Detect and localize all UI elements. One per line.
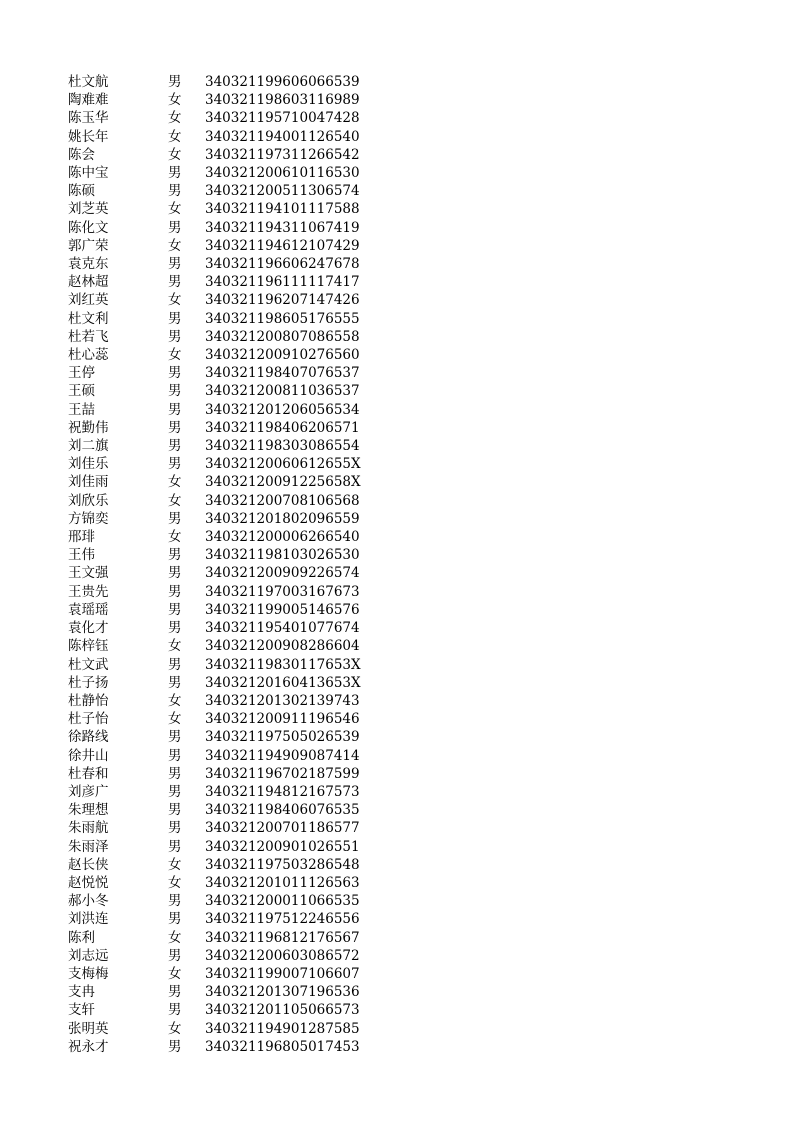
person-gender: 女	[168, 201, 182, 218]
person-id-number: 340321194909087414	[205, 747, 360, 764]
person-name: 姚长年	[68, 128, 109, 145]
person-gender: 男	[168, 765, 182, 782]
table-row	[68, 765, 365, 783]
person-id-number: 340321200011066535	[205, 893, 360, 910]
person-id-number: 340321196812176567	[205, 929, 360, 946]
person-gender: 男	[168, 947, 182, 964]
person-name: 刘志远	[68, 947, 109, 964]
table-row	[68, 382, 365, 400]
person-name: 袁化才	[68, 620, 109, 637]
person-name: 杜若飞	[68, 328, 109, 345]
person-gender: 男	[168, 747, 182, 764]
person-name: 王停	[68, 365, 95, 382]
table-row	[68, 146, 365, 164]
table-row	[68, 801, 365, 819]
person-name: 朱雨航	[68, 820, 109, 837]
person-gender: 女	[168, 128, 182, 145]
person-name: 杜文利	[68, 310, 109, 327]
table-row	[68, 473, 365, 491]
person-id-number: 340321197503286548	[205, 856, 360, 873]
person-name: 徐路线	[68, 729, 109, 746]
roster-table-body	[68, 73, 365, 1056]
table-row	[68, 1038, 365, 1056]
person-name: 陈中宝	[68, 165, 109, 182]
table-row	[68, 564, 365, 582]
person-name: 刘佳雨	[68, 474, 109, 491]
table-row	[68, 219, 365, 237]
table-row	[68, 128, 365, 146]
table-row	[68, 73, 365, 91]
person-name: 陈玉华	[68, 110, 109, 127]
person-id-number: 340321198605176555	[205, 310, 360, 327]
person-name: 陈会	[68, 146, 95, 163]
person-gender: 女	[168, 92, 182, 109]
person-gender: 男	[168, 365, 182, 382]
table-row	[68, 291, 365, 309]
table-row	[68, 910, 365, 928]
person-gender: 男	[168, 419, 182, 436]
person-name: 赵悦悦	[68, 874, 109, 891]
table-row	[68, 838, 365, 856]
person-id-number: 340321201307196536	[205, 984, 360, 1001]
person-gender: 女	[168, 874, 182, 891]
person-gender: 女	[168, 965, 182, 982]
person-name: 支梅梅	[68, 965, 109, 982]
table-row	[68, 874, 365, 892]
table-row	[68, 91, 365, 109]
table-row	[68, 364, 365, 382]
person-gender: 男	[168, 74, 182, 90]
table-row	[68, 1020, 365, 1038]
person-name: 朱雨泽	[68, 838, 109, 855]
person-id-number: 340321201802096559	[205, 510, 360, 527]
table-row	[68, 601, 365, 619]
table-row	[68, 892, 365, 910]
person-id-number: 340321200811036537	[205, 383, 360, 400]
person-name: 赵林超	[68, 274, 109, 291]
table-row	[68, 528, 365, 546]
table-row	[68, 109, 365, 127]
table-row	[68, 164, 365, 182]
person-gender: 女	[168, 492, 182, 509]
person-name: 支轩	[68, 1002, 95, 1019]
person-gender: 男	[168, 219, 182, 236]
person-gender: 男	[168, 328, 182, 345]
table-row	[68, 947, 365, 965]
person-name: 杜文武	[68, 656, 109, 673]
table-row	[68, 710, 365, 728]
person-id-number: 34032120060612655X	[205, 456, 361, 473]
person-id-number: 340321194101117588	[205, 201, 360, 218]
person-name: 赵长侠	[68, 856, 109, 873]
person-name: 刘洪连	[68, 911, 109, 928]
person-gender: 男	[168, 802, 182, 819]
person-gender: 男	[168, 583, 182, 600]
person-gender: 男	[168, 401, 182, 418]
person-name: 陶难难	[68, 92, 109, 109]
person-gender: 女	[168, 474, 182, 491]
table-row	[68, 310, 365, 328]
person-id-number: 340321197505026539	[205, 729, 360, 746]
person-name: 陈梓钰	[68, 638, 109, 655]
table-row	[68, 546, 365, 564]
person-id-number: 340321198406206571	[205, 419, 360, 436]
person-name: 方锦奕	[68, 510, 109, 527]
person-gender: 女	[168, 1020, 182, 1037]
person-name: 祝永才	[68, 1038, 109, 1055]
table-row	[68, 200, 365, 218]
table-row	[68, 747, 365, 765]
person-gender: 女	[168, 638, 182, 655]
person-id-number: 340321200908286604	[205, 638, 360, 655]
table-row	[68, 692, 365, 710]
person-id-number: 340321198407076537	[205, 365, 360, 382]
person-name: 刘欣乐	[68, 492, 109, 509]
person-id-number: 340321201105066573	[205, 1002, 360, 1019]
person-id-number: 340321200708106568	[205, 492, 360, 509]
person-id-number: 340321200807086558	[205, 328, 360, 345]
person-name: 郝小冬	[68, 893, 109, 910]
table-row	[68, 637, 365, 655]
person-gender: 女	[168, 692, 182, 709]
table-row	[68, 656, 365, 674]
table-row	[68, 328, 365, 346]
person-name: 郭广荣	[68, 237, 109, 254]
person-name: 杜文航	[68, 74, 109, 90]
person-name: 支冉	[68, 984, 95, 1001]
table-row	[68, 965, 365, 983]
person-gender: 男	[168, 620, 182, 637]
table-row	[68, 510, 365, 528]
person-name: 王伟	[68, 547, 95, 564]
person-id-number: 340321198406076535	[205, 802, 360, 819]
person-id-number: 34032120091225658X	[205, 474, 361, 491]
table-row	[68, 929, 365, 947]
person-name: 杜春和	[68, 765, 109, 782]
person-id-number: 340321200910276560	[205, 347, 360, 364]
person-id-number: 34032120160413653X	[205, 674, 361, 691]
table-row	[68, 401, 365, 419]
person-name: 陈硕	[68, 183, 95, 200]
person-id-number: 34032119830117653X	[205, 656, 361, 673]
person-id-number: 340321198303086554	[205, 438, 360, 455]
person-id-number: 340321201011126563	[205, 874, 360, 891]
person-name: 杜心蕊	[68, 347, 109, 364]
person-id-number: 340321200006266540	[205, 529, 360, 546]
person-id-number: 340321201206056534	[205, 401, 360, 418]
person-gender: 女	[168, 929, 182, 946]
person-name: 陈化文	[68, 219, 109, 236]
person-id-number: 340321195401077674	[205, 620, 360, 637]
person-id-number: 340321194311067419	[205, 219, 360, 236]
person-gender: 男	[168, 438, 182, 455]
person-gender: 男	[168, 984, 182, 1001]
person-gender: 男	[168, 820, 182, 837]
person-name: 王文强	[68, 565, 109, 582]
table-row	[68, 255, 365, 273]
table-row	[68, 437, 365, 455]
person-gender: 女	[168, 529, 182, 546]
person-id-number: 340321200610116530	[205, 165, 360, 182]
person-name: 王贵先	[68, 583, 109, 600]
person-gender: 男	[168, 838, 182, 855]
person-gender: 男	[168, 893, 182, 910]
person-id-number: 340321194901287585	[205, 1020, 360, 1037]
person-id-number: 340321197003167673	[205, 583, 360, 600]
person-name: 王喆	[68, 401, 95, 418]
table-row	[68, 728, 365, 746]
person-gender: 女	[168, 856, 182, 873]
person-name: 王硕	[68, 383, 95, 400]
person-name: 刘红英	[68, 292, 109, 309]
person-gender: 男	[168, 256, 182, 273]
table-row	[68, 583, 365, 601]
table-row	[68, 619, 365, 637]
person-id-number: 340321196111117417	[205, 274, 360, 291]
person-gender: 女	[168, 146, 182, 163]
table-row	[68, 419, 365, 437]
person-id-number: 340321196702187599	[205, 765, 360, 782]
person-gender: 男	[168, 165, 182, 182]
person-name: 刘佳乐	[68, 456, 109, 473]
person-id-number: 340321194001126540	[205, 128, 360, 145]
person-gender: 男	[168, 601, 182, 618]
roster-table	[68, 73, 365, 1056]
person-gender: 男	[168, 1002, 182, 1019]
person-id-number: 340321200511306574	[205, 183, 360, 200]
person-gender: 女	[168, 711, 182, 728]
person-name: 杜静怡	[68, 692, 109, 709]
person-id-number: 340321200701186577	[205, 820, 360, 837]
table-row	[68, 182, 365, 200]
person-id-number: 340321200909226574	[205, 565, 360, 582]
person-id-number: 340321199606066539	[205, 74, 360, 90]
person-name: 祝勤伟	[68, 419, 109, 436]
person-name: 袁瑶瑶	[68, 601, 109, 618]
person-id-number: 340321197311266542	[205, 146, 360, 163]
person-gender: 女	[168, 347, 182, 364]
table-row	[68, 455, 365, 473]
person-gender: 男	[168, 565, 182, 582]
person-gender: 男	[168, 674, 182, 691]
person-id-number: 340321195710047428	[205, 110, 360, 127]
person-gender: 女	[168, 237, 182, 254]
person-gender: 男	[168, 656, 182, 673]
person-name: 徐井山	[68, 747, 109, 764]
person-id-number: 340321200911196546	[205, 711, 360, 728]
person-gender: 女	[168, 292, 182, 309]
person-gender: 女	[168, 110, 182, 127]
table-row	[68, 346, 365, 364]
person-gender: 男	[168, 729, 182, 746]
person-name: 刘芝英	[68, 201, 109, 218]
table-row	[68, 983, 365, 1001]
person-name: 陈利	[68, 929, 95, 946]
person-name: 张明英	[68, 1020, 109, 1037]
person-gender: 男	[168, 183, 182, 200]
person-id-number: 340321198103026530	[205, 547, 360, 564]
table-row	[68, 492, 365, 510]
person-id-number: 340321199007106607	[205, 965, 360, 982]
person-gender: 男	[168, 783, 182, 800]
person-name: 刘二旗	[68, 438, 109, 455]
person-id-number: 340321196805017453	[205, 1038, 360, 1055]
table-row	[68, 237, 365, 255]
person-id-number: 340321200901026551	[205, 838, 360, 855]
person-gender: 男	[168, 456, 182, 473]
person-name: 杜子怡	[68, 711, 109, 728]
person-id-number: 340321198603116989	[205, 92, 360, 109]
person-name: 袁克东	[68, 256, 109, 273]
person-gender: 男	[168, 510, 182, 527]
person-name: 朱理想	[68, 802, 109, 819]
table-row	[68, 674, 365, 692]
person-id-number: 340321194612107429	[205, 237, 360, 254]
person-gender: 男	[168, 274, 182, 291]
person-gender: 男	[168, 1038, 182, 1055]
person-gender: 男	[168, 547, 182, 564]
person-id-number: 340321200603086572	[205, 947, 360, 964]
person-id-number: 340321201302139743	[205, 692, 360, 709]
person-gender: 男	[168, 310, 182, 327]
person-id-number: 340321197512246556	[205, 911, 360, 928]
person-name: 邢琲	[68, 529, 95, 546]
person-name: 杜子扬	[68, 674, 109, 691]
person-id-number: 340321199005146576	[205, 601, 360, 618]
person-name: 刘彦广	[68, 783, 109, 800]
person-gender: 男	[168, 383, 182, 400]
person-id-number: 340321196207147426	[205, 292, 360, 309]
table-row	[68, 783, 365, 801]
table-row	[68, 273, 365, 291]
person-id-number: 340321196606247678	[205, 256, 360, 273]
person-id-number: 340321194812167573	[205, 783, 360, 800]
table-row	[68, 1001, 365, 1019]
person-gender: 男	[168, 911, 182, 928]
table-row	[68, 819, 365, 837]
table-row	[68, 856, 365, 874]
